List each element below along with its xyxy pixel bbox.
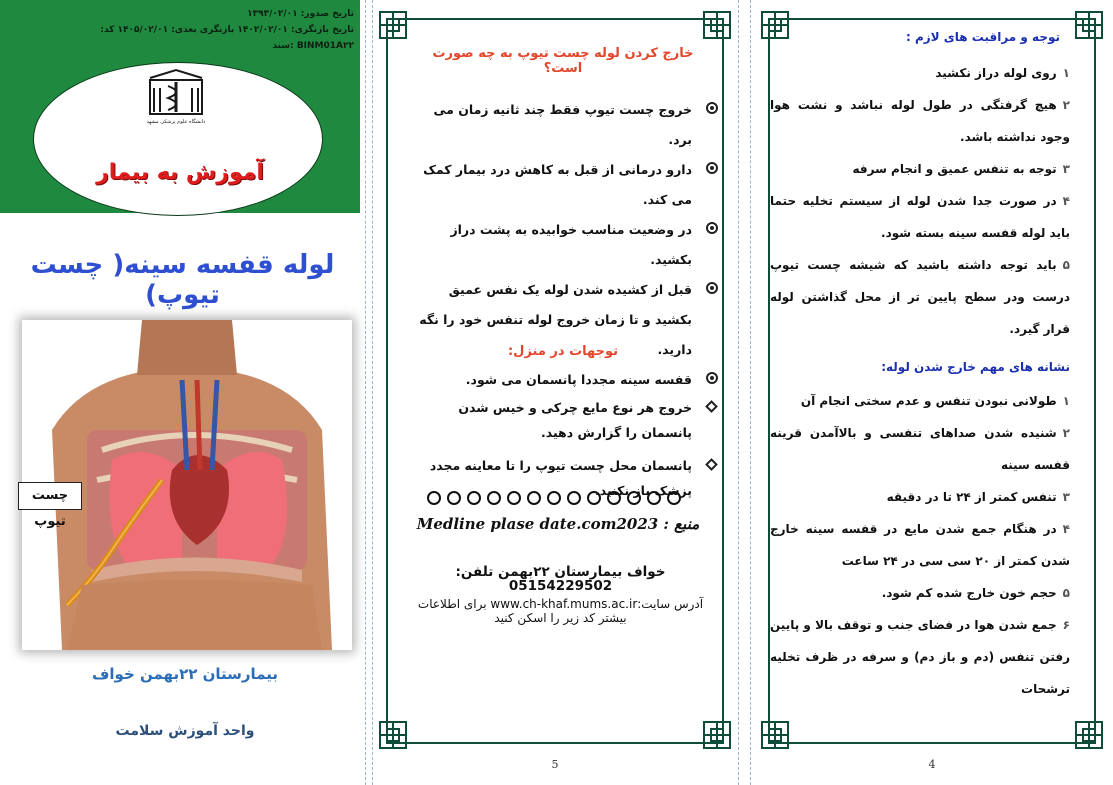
- list-item: ۳تنفس کمتر از ۲۴ تا در دقیقه: [886, 490, 1070, 504]
- contact-phone: خواف بیمارستان ۲۲بهمن تلفن: 05154229502: [455, 564, 666, 594]
- document-meta: [24, 6, 354, 54]
- list-item: ۶جمع شدن هوا در فضای جنب و توقف بالا و پایین رفتن تنفس (دم و باز دم) و سرفه در ظرف تخلیه ترشحات: [770, 618, 1070, 696]
- list-item: پانسمان محل چست تیوپ را تا معاینه مجدد پزشک باز نکنید.: [418, 453, 718, 503]
- cover-panel: [0, 0, 360, 785]
- page-number: 5: [551, 758, 559, 771]
- corner-ornament-icon: [702, 720, 732, 750]
- list-item: ۴در هنگام جمع شدن مایع در قفسه سینه خارج شدن کمتر از ۲۰ سی سی در ۲۴ ساعت: [770, 522, 1070, 568]
- care-list: [770, 57, 1070, 345]
- bullet-icon: [706, 372, 718, 384]
- list-item: ۵حجم خون خارج شده کم شود.: [881, 586, 1070, 600]
- panel-divider: [365, 0, 366, 785]
- corner-ornament-icon: [760, 720, 790, 750]
- bullet-icon: [706, 222, 718, 234]
- unit-name: واحد آموزش سلامت: [115, 723, 255, 739]
- swirl-divider-icon: [424, 488, 684, 508]
- hospital-name: بیمارستان ۲۲بهمن خواف: [91, 665, 279, 683]
- list-item: ۲هیچ گرفتگی در طول لوله نباشد و نشت هوا وجود نداشته باشد.: [770, 98, 1070, 144]
- diamond-bullet-icon: [705, 400, 718, 413]
- list-item: ۲شنیده شدن صداهای تنفسی و بالاآمدن قرینه قفسه سینه: [770, 426, 1070, 472]
- contact-website: آدرس سایت:www.ch-khaf.mums.ac.ir برای اطلاعات بیشتر کد زیر را اسکن کنید: [417, 597, 704, 625]
- list-item: قفسه سینه مجددا پانسمان می شود.: [418, 365, 718, 395]
- corner-ornament-icon: [760, 10, 790, 40]
- middle-panel: [378, 10, 732, 771]
- right-panel: [760, 10, 1104, 771]
- list-item: ۱طولانی نبودن تنفس و عدم سختی انجام آن: [800, 394, 1070, 408]
- signs-heading: نشانه های مهم خارج شدن لوله:: [881, 360, 1070, 374]
- page-title: لوله قفسه سینه( چست تیوپ): [30, 250, 335, 310]
- care-heading: توجه و مراقبت های لازم :: [905, 30, 1060, 44]
- list-item: خروج هر نوع مایع چرکی و خیس شدن پانسمان را گزارش دهید.: [418, 395, 718, 445]
- page-number: 4: [928, 758, 936, 771]
- bullet-icon: [706, 102, 718, 114]
- corner-ornament-icon: [1074, 720, 1104, 750]
- list-item: ۱روی لوله دراز نکشید: [935, 66, 1070, 80]
- list-item: خروج چست تیوپ فقط چند ثانیه زمان می برد.: [418, 95, 718, 155]
- home-care-heading: توجهات در منزل:: [507, 344, 619, 359]
- chest-tube-label: چست تیوپ: [18, 482, 82, 510]
- revision-date: تاریخ بازنگری: ۱۴۰۲/۰۲/۰۱ بازنگری بعدی: ۱۴۰۵/۰۲/۰۱ کد:: [100, 25, 354, 35]
- panel-divider: [750, 0, 751, 785]
- corner-ornament-icon: [378, 10, 408, 40]
- patient-education-heading: آموزش به بیمار: [96, 160, 264, 185]
- document-code: BINM01A۲۲ :سند: [272, 41, 354, 51]
- panel-divider: [372, 0, 373, 785]
- contact-info: [403, 565, 718, 625]
- list-item: قبل از کشیده شدن لوله یک نفس عمیق بکشید و تا زمان خروج لوله تنفس خود را نگه دارید.: [418, 275, 718, 365]
- list-item: دارو درمانی از قبل به کاهش درد بیمار کمک می کند.: [418, 155, 718, 215]
- corner-ornament-icon: [378, 720, 408, 750]
- corner-ornament-icon: [702, 10, 732, 40]
- bullet-icon: [706, 282, 718, 294]
- panel-divider: [738, 0, 739, 785]
- bullet-icon: [706, 162, 718, 174]
- corner-ornament-icon: [1074, 10, 1104, 40]
- list-item: ۴در صورت جدا شدن لوله از سیستم تخلیه حتما باید لوله قفسه سینه بسته شود.: [770, 194, 1070, 240]
- source-citation: منبع : Medline plase date.com2023: [416, 515, 700, 533]
- signs-list: [770, 385, 1070, 705]
- issue-date: تاریخ صدور: ۱۳۹۳/۰۲/۰۱: [247, 9, 354, 19]
- list-item: ۵باید توجه داشته باشید که شیشه چست تیوپ درست ودر سطح پایین تر از محل گذاشتن لوله قرار گیرد.: [770, 258, 1070, 336]
- removal-question-heading: خارج کردن لوله چست تیوپ به چه صورت است؟: [432, 46, 694, 76]
- university-logo: [140, 68, 212, 126]
- diamond-bullet-icon: [705, 458, 718, 471]
- list-item: در وضعیت مناسب خوابیده به پشت دراز بکشید.: [418, 215, 718, 275]
- logo-caption: دانشگاه علوم پزشکی مشهد: [146, 119, 206, 125]
- list-item: ۳توجه به تنفس عمیق و انجام سرفه: [852, 162, 1070, 176]
